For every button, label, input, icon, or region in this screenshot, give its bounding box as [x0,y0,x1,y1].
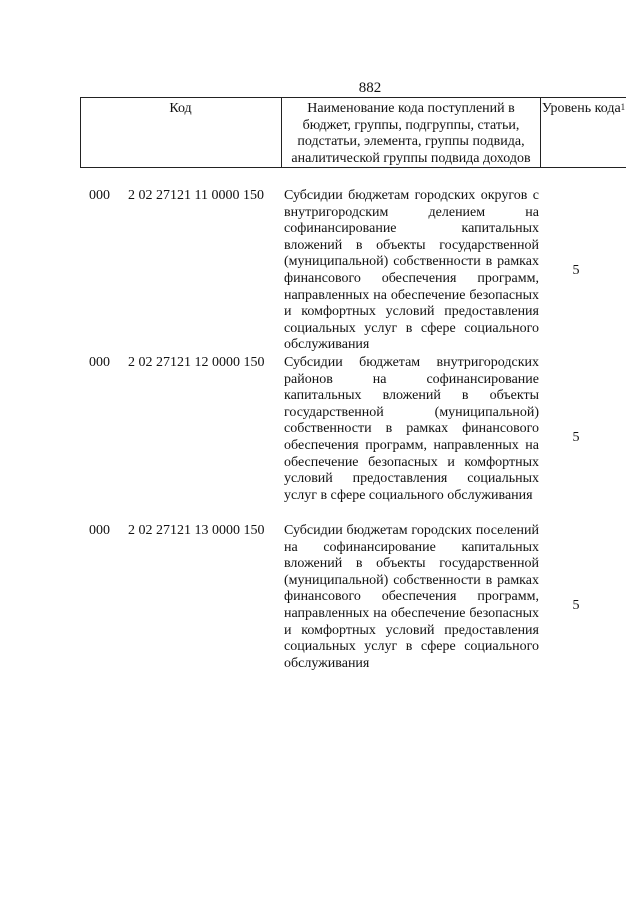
row-level: 5 [572,598,580,613]
row-income-name: Субсидии бюджетам внутригородских районов на софинансирование капитальных вложений в объекты государственной (муниципальной) собственности в рамках финансового обеспечения программ, направленных на обеспечение безопасных и комфортных условий предоставления социальных услуг в сфере социального обслуживания [284,355,539,503]
header-code: Код [169,101,192,116]
header-level [541,101,626,118]
header-level-footnote: 1 [620,102,626,112]
header-name: Наименование кода поступлений в бюджет, группы, подгруппы, статьи, подстатьи, элемента, группы подвида, аналитической группы подвида доходов [291,101,531,166]
row-admin-code: 000 [89,355,110,370]
page-number: 882 [358,80,382,96]
row-admin-code: 000 [89,523,110,538]
row-income-code: 2 02 27121 13 0000 150 [128,523,265,538]
row-admin-code: 000 [89,188,110,203]
table-header [80,97,626,168]
header-level-label: Уровень кода [541,101,621,116]
row-income-name: Субсидии бюджетам городских поселений на софинансирование капитальных вложений в объекты государственной (муниципальной) собственности в рамках финансового обеспечения программ, направленных на обеспечение безопасных и комфортных условий предоставления социальных услуг в сфере социального обслуживания [284,523,539,671]
row-level: 5 [572,263,580,278]
row-income-code: 2 02 27121 11 0000 150 [128,188,264,203]
row-income-name: Субсидии бюджетам городских округов с внутригородским делением на софинансирование капитальных вложений в объекты государственной (муниципальной) собственности в рамках финансового обеспечения программ, направленных на обеспечение безопасных и комфортных условий предоставления социальных услуг в сфере социального обслуживания [284,188,539,353]
row-level: 5 [572,430,580,445]
row-income-code: 2 02 27121 12 0000 150 [128,355,265,370]
